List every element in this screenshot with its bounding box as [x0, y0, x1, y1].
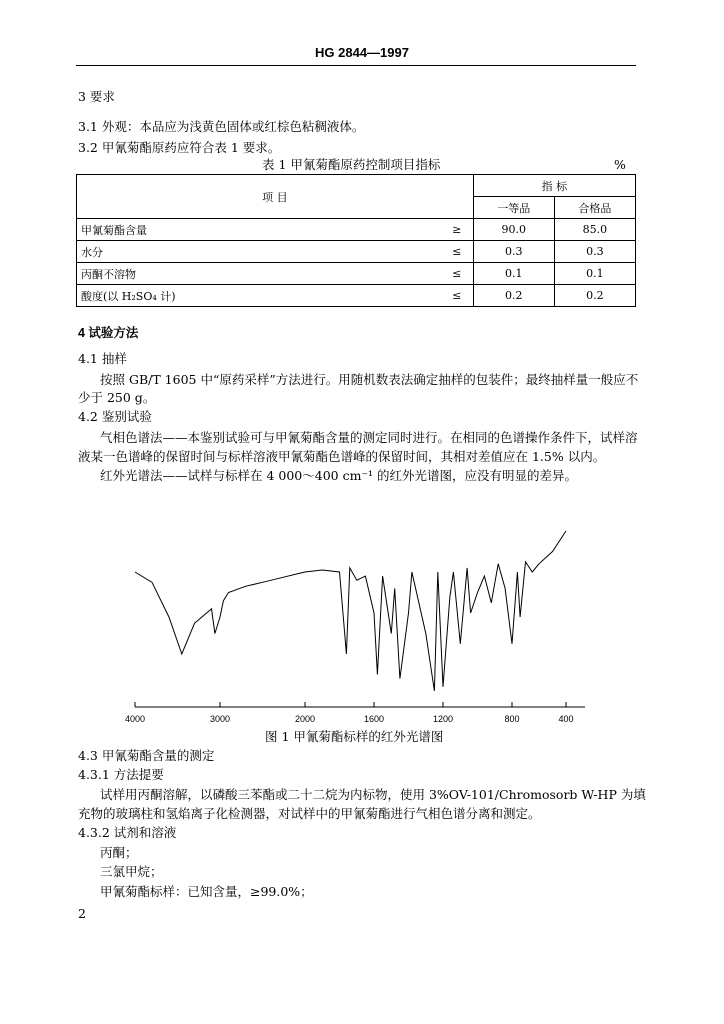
clause-3-1: 3.1 外观：本品应为浅黄色固体或红棕色粘稠液体。 — [78, 119, 365, 134]
x-tick-label: 4000 — [124, 714, 146, 724]
row-first-grade: 0.3 — [473, 241, 554, 263]
row-symbol: ≤ — [441, 285, 474, 307]
row-qualified: 0.1 — [554, 263, 635, 285]
clause-4-1-text-a: 按照 GB/T 1605 中“原药采样”方法进行。用随机数表法确定抽样的包装件；最终抽样量一般应不 — [100, 372, 639, 387]
clause-4-3-1-text-a: 试样用丙酮溶解，以磷酸三苯酯或二十二烷为内标物，使用 3%OV-101/Chromosorb W-HP 为填 — [100, 787, 646, 802]
row-symbol: ≤ — [441, 263, 474, 285]
ir-spectrum-chart — [120, 480, 600, 730]
table-row — [77, 219, 636, 241]
x-tick-label: 800 — [504, 714, 520, 724]
table-row — [77, 241, 636, 263]
row-qualified: 0.3 — [554, 241, 635, 263]
col-index-header: 指 标 — [473, 175, 635, 197]
section-4-heading: 4 试验方法 — [78, 326, 139, 340]
reagent-acetone: 丙酮； — [100, 845, 138, 860]
table-row — [77, 285, 636, 307]
row-symbol: ≤ — [441, 241, 474, 263]
reagent-chloroform: 三氯甲烷； — [100, 864, 163, 879]
table-unit: % — [614, 157, 626, 172]
row-name: 甲氰菊酯含量 — [77, 219, 441, 241]
row-symbol: ≥ — [441, 219, 474, 241]
x-tick-label: 1600 — [363, 714, 385, 724]
clause-4-1: 4.1 抽样 — [78, 351, 127, 366]
table-row — [77, 263, 636, 285]
row-first-grade: 0.1 — [473, 263, 554, 285]
row-qualified: 85.0 — [554, 219, 635, 241]
table-caption: 表 1 甲氰菊酯原药控制项目指标 — [262, 157, 441, 172]
row-first-grade: 0.2 — [473, 285, 554, 307]
clause-4-2-text-b: 液某一色谱峰的保留时间与标样溶液甲氰菊酯色谱峰的保留时间，其相对差值应在 1.5% 以内。 — [78, 449, 606, 464]
col-qualified-header: 合格品 — [554, 197, 635, 219]
clause-4-2: 4.2 鉴别试验 — [78, 409, 152, 424]
clause-4-3-1-text-b: 充物的玻璃柱和氢焰离子化检测器，对试样中的甲氰菊酯进行气相色谱分离和测定。 — [78, 806, 541, 821]
col-first-grade-header: 一等品 — [473, 197, 554, 219]
x-axis-ticks — [125, 702, 574, 724]
row-qualified: 0.2 — [554, 285, 635, 307]
clause-4-3-2: 4.3.2 试剂和溶液 — [78, 825, 177, 840]
row-first-grade: 90.0 — [473, 219, 554, 241]
col-item-header: 项 目 — [77, 175, 474, 219]
row-name: 水分 — [77, 241, 441, 263]
reagent-standard: 甲氰菊酯标样：已知含量，≥99.0%； — [100, 884, 313, 899]
figure-caption: 图 1 甲氰菊酯标样的红外光谱图 — [265, 729, 444, 744]
clause-4-2-text-c: 红外光谱法——试样与标样在 4 000～400 cm⁻¹ 的红外光谱图，应没有明显的差异。 — [100, 468, 578, 483]
row-name: 丙酮不溶物 — [77, 263, 441, 285]
clause-3-2: 3.2 甲氰菊酯原药应符合表 1 要求。 — [78, 140, 281, 155]
clause-4-3: 4.3 甲氰菊酯含量的测定 — [78, 748, 215, 763]
spec-table — [76, 174, 636, 307]
x-tick-label: 1200 — [432, 714, 454, 724]
section-3-heading: 3 要求 — [78, 89, 115, 104]
clause-4-3-1: 4.3.1 方法提要 — [78, 767, 164, 782]
clause-4-2-text-a: 气相色谱法——本鉴别试验可与甲氰菊酯含量的测定同时进行。在相同的色谱操作条件下，试样溶 — [100, 430, 638, 445]
x-tick-label: 400 — [558, 714, 574, 724]
document-code: HG 2844—1997 — [315, 45, 409, 60]
x-tick-label: 2000 — [294, 714, 316, 724]
clause-4-1-text-b: 少于 250 g。 — [78, 390, 156, 405]
header-rule — [76, 65, 636, 66]
spectrum-line — [135, 531, 566, 691]
page-number: 2 — [78, 906, 86, 921]
x-tick-label: 3000 — [209, 714, 231, 724]
row-name: 酸度(以 H₂SO₄ 计) — [77, 285, 441, 307]
